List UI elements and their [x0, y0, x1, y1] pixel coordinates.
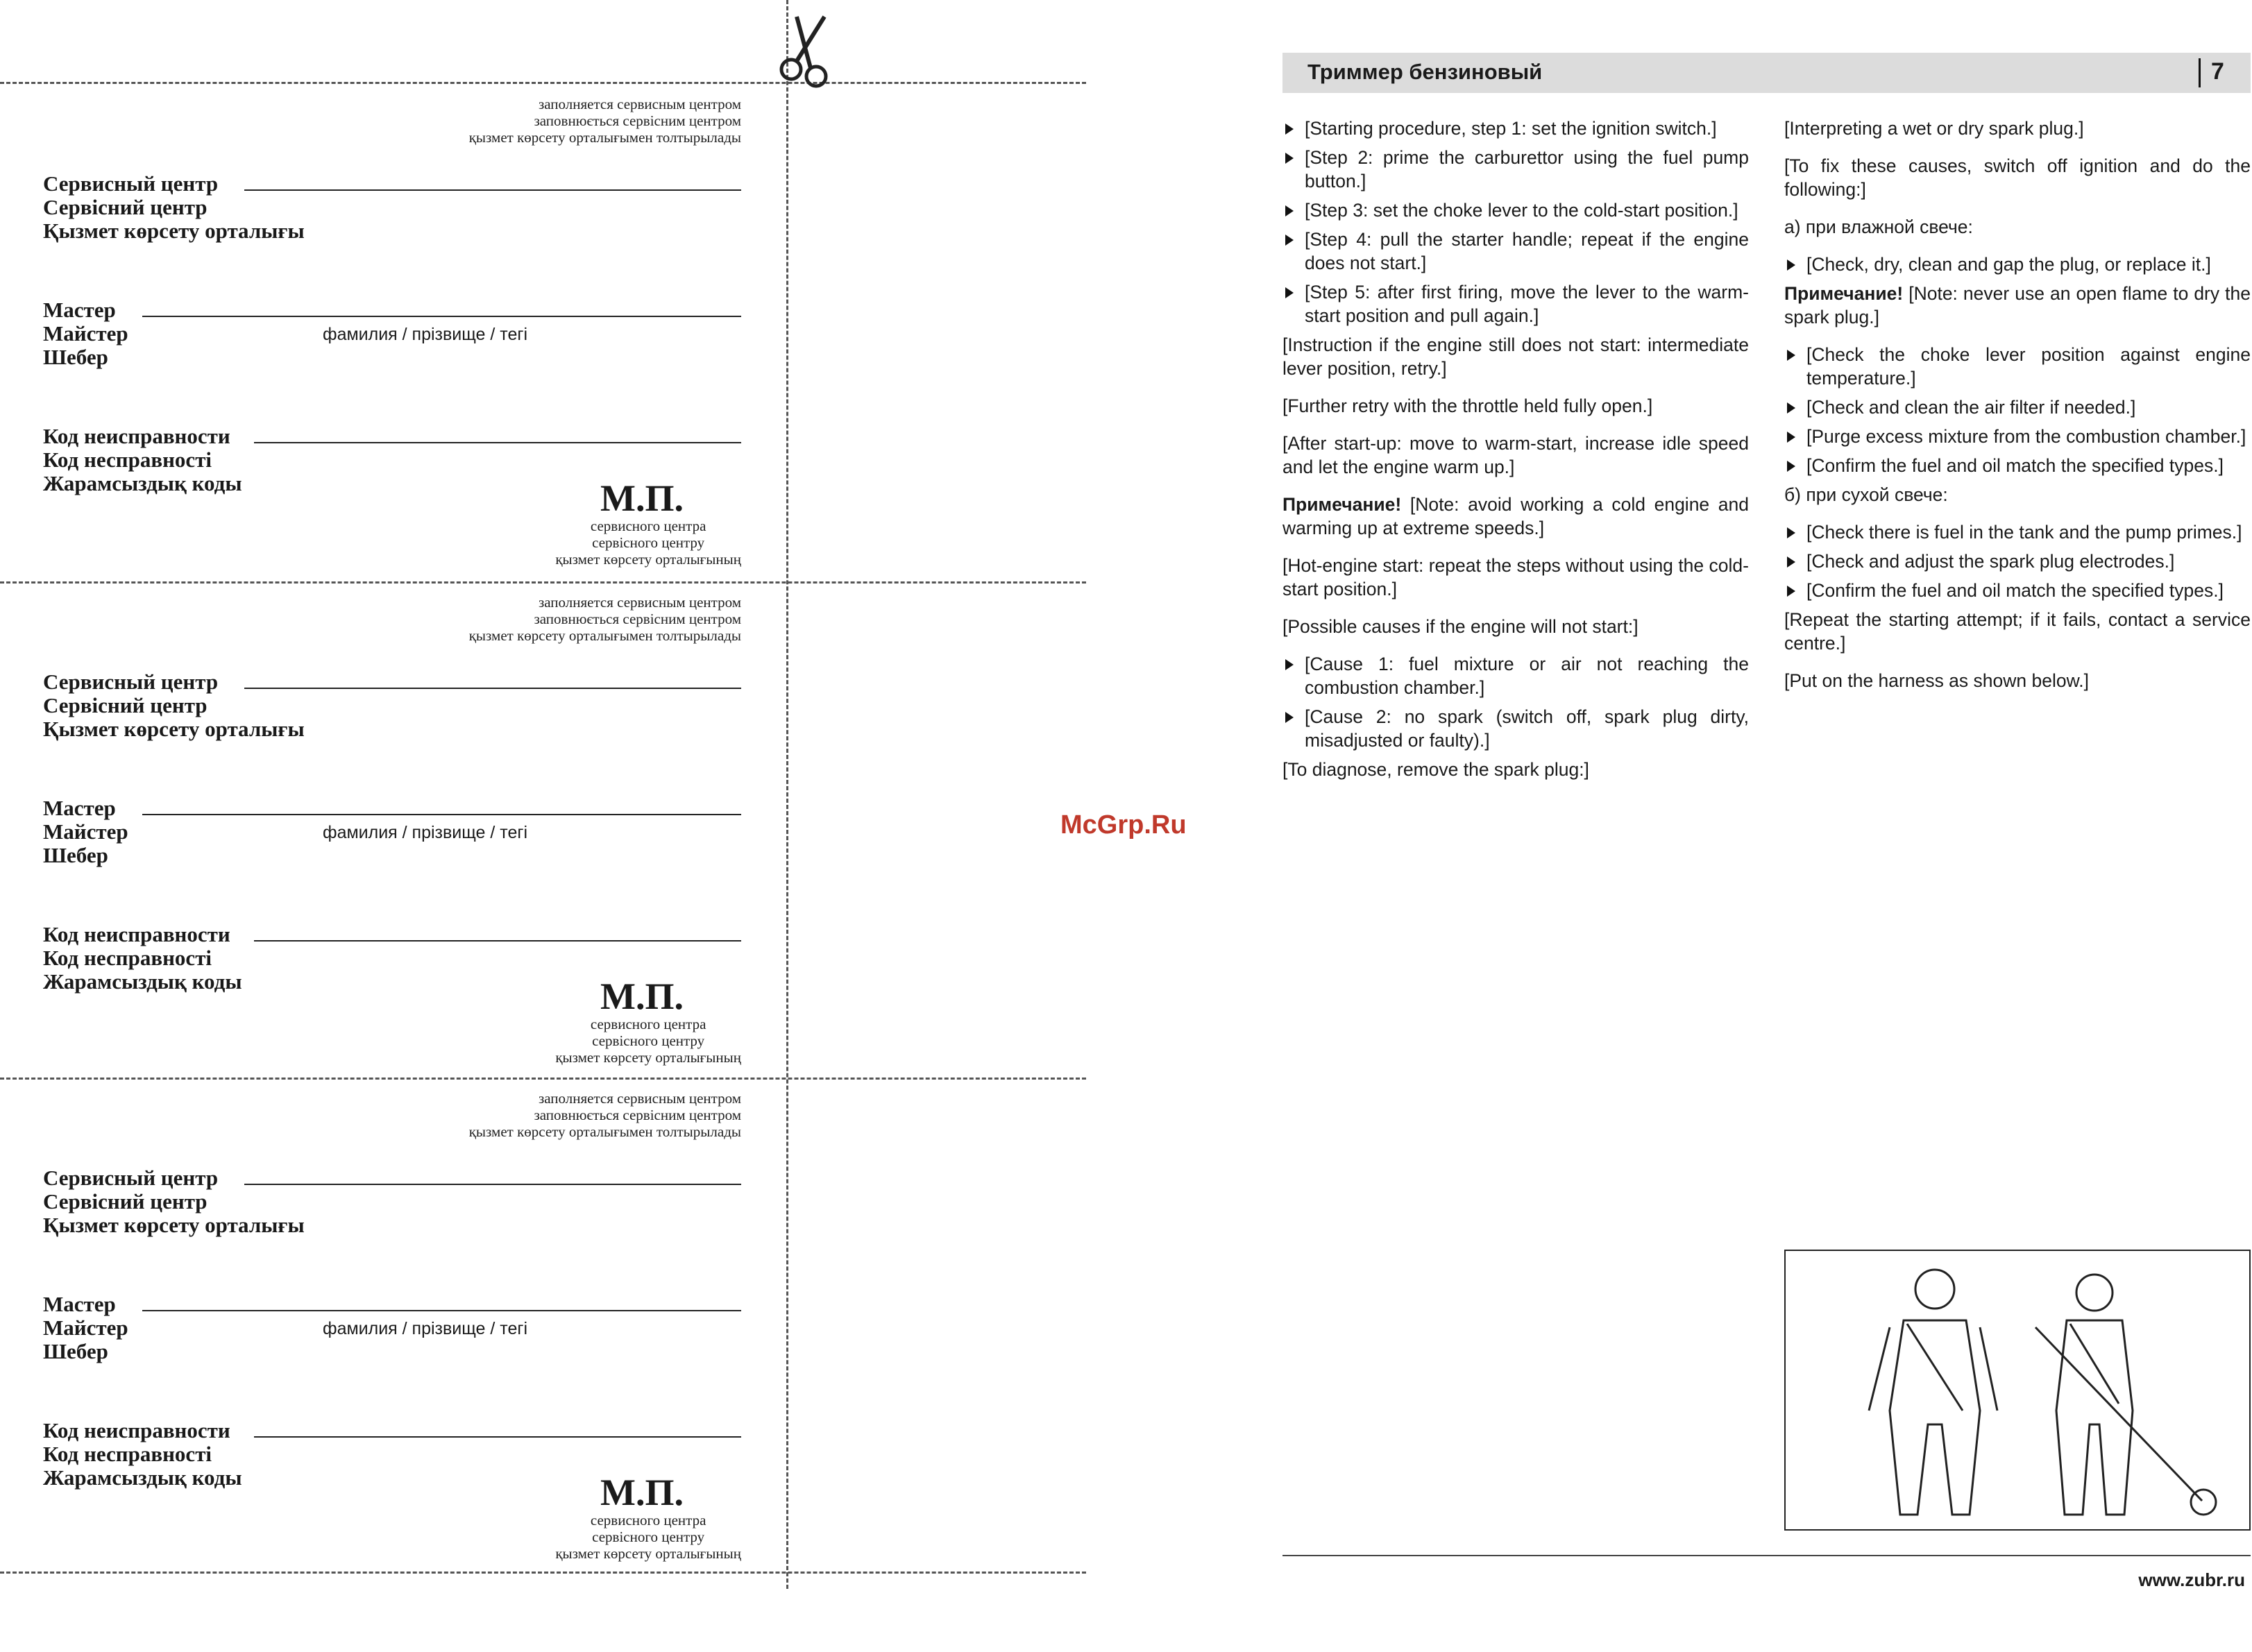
list-item: [Confirm the fuel and oil match the specified types.] [1784, 579, 2251, 602]
note-text: [Note: avoid working a cold engine and warming up at extreme speeds.] [1282, 494, 1749, 538]
list-item: [Check the choke lever position against engine temperature.] [1784, 343, 2251, 390]
master-label: Мастер Майстер Шебер [43, 1292, 128, 1363]
paragraph: [Hot-engine start: repeat the steps without using the cold-start position.] [1282, 555, 1749, 599]
fault-code-label: Код неисправности Код несправності Жарамсыздық коды [43, 922, 242, 994]
filled-by-note: заполняется сервисным центром заповнюється сервісним центром қызмет көрсету орталығымен толтырылады [468, 1090, 741, 1140]
list-item: [Confirm the fuel and oil match the specified types.] [1784, 454, 2251, 477]
wet-plug-steps [1784, 253, 2251, 276]
service-center-label: Сервисный центр Сервісний центр Қызмет көрсету орталығы [43, 171, 305, 243]
page-number: 7 [2211, 58, 2224, 85]
service-center-field[interactable] [244, 189, 741, 191]
stamp-title: М.П. [600, 1472, 684, 1513]
filled-by-note: заполняется сервисным центром заповнюється сервісним центром қызмет көрсету орталығымен толтырылады [468, 96, 741, 146]
list-item: [Step 5: after first firing, move the lever to the warm-start position and pull again.] [1282, 280, 1749, 327]
paragraph: [To fix these causes, switch off ignition and do the following:] [1784, 155, 2251, 200]
wet-plug-steps-2 [1784, 343, 2251, 477]
instructions-page [1282, 53, 2251, 1607]
fault-code-field[interactable] [254, 442, 741, 443]
stamp-title: М.П. [600, 477, 684, 519]
warranty-coupon [0, 1078, 750, 1574]
dry-plug-heading: б) при сухой свече: [1784, 484, 1948, 505]
paragraph: [Put on the harness as shown below.] [1784, 670, 2089, 691]
service-center-label: Сервисный центр Сервісний центр Қызмет көрсету орталығы [43, 1166, 305, 1237]
dry-plug-steps [1784, 520, 2251, 602]
list-item: [Step 3: set the choke lever to the cold-start position.] [1282, 198, 1749, 222]
list-item: [Cause 2: no spark (switch off, spark plug dirty, misadjusted or faulty).] [1282, 705, 1749, 752]
master-field[interactable] [142, 316, 741, 317]
list-item: [Check and clean the air filter if needed.] [1784, 395, 2251, 419]
warranty-coupon [0, 83, 750, 579]
stamp-title: М.П. [600, 976, 684, 1017]
list-item: [Check and adjust the spark plug electrodes.] [1784, 550, 2251, 573]
warranty-coupon [0, 581, 750, 1078]
paragraph: [After start-up: move to warm-start, increase idle speed and let the engine warm up.] [1282, 433, 1749, 477]
page-title: Триммер бензиновый [1307, 60, 1543, 84]
list-item: [Purge excess mixture from the combustion chamber.] [1784, 425, 2251, 448]
note-text: [Note: never use an open flame to dry the spark plug.] [1784, 283, 2251, 327]
master-field[interactable] [142, 1310, 741, 1311]
note [1282, 493, 1749, 540]
list-item: [Starting procedure, step 1: set the ignition switch.] [1282, 117, 1749, 140]
paragraph: [Repeat the starting attempt; if it fails, contact a service centre.] [1784, 609, 2251, 654]
name-hint: фамилия / прізвище / тегі [323, 325, 528, 344]
service-center-field[interactable] [244, 688, 741, 689]
wet-plug-heading: а) при влажной свече: [1784, 216, 1973, 237]
fault-code-field[interactable] [254, 940, 741, 942]
paragraph: [Interpreting a wet or dry spark plug.] [1784, 118, 2084, 139]
fault-code-label: Код неисправности Код несправності Жарамсыздық коды [43, 424, 242, 495]
service-center-label: Сервисный центр Сервісний центр Қызмет көрсету орталығы [43, 670, 305, 741]
service-center-field[interactable] [244, 1184, 741, 1185]
stamp-caption: сервисного центра сервісного центру қызмет көрсету орталығының [555, 1016, 741, 1066]
page-header [1282, 53, 2251, 93]
right-column [1784, 117, 2251, 706]
harness-illustration [1784, 1250, 2251, 1531]
name-hint: фамилия / прізвище / тегі [323, 1319, 528, 1338]
list-item: [Check there is fuel in the tank and the pump primes.] [1784, 520, 2251, 544]
paragraph: [Instruction if the engine still does not start: intermediate lever position, retry.] [1282, 334, 1749, 379]
footer-divider [1282, 1555, 2251, 1556]
filled-by-note: заполняется сервисным центром заповнюється сервісним центром қызмет көрсету орталығымен толтырылады [468, 594, 741, 644]
master-label: Мастер Майстер Шебер [43, 298, 128, 369]
vertical-cut-line [786, 0, 788, 1589]
paragraph: [Possible causes if the engine will not start:] [1282, 616, 1639, 637]
stamp-caption: сервисного центра сервісного центру қызмет көрсету орталығының [555, 1512, 741, 1562]
watermark: McGrp.Ru [1060, 810, 1187, 840]
scissors-icon [776, 12, 838, 89]
paragraph: [Further retry with the throttle held fully open.] [1282, 395, 1653, 416]
master-label: Мастер Майстер Шебер [43, 796, 128, 867]
list-item: [Cause 1: fuel mixture or air not reaching the combustion chamber.] [1282, 652, 1749, 699]
header-divider [2199, 58, 2201, 87]
note [1784, 282, 2251, 329]
master-field[interactable] [142, 814, 741, 815]
note-label: Примечание! [1282, 494, 1402, 515]
list-item: [Step 4: pull the starter handle; repeat if the engine does not start.] [1282, 228, 1749, 275]
start-steps [1282, 117, 1749, 327]
stamp-caption: сервисного центра сервісного центру қызмет көрсету орталығының [555, 518, 741, 568]
list-item: [Step 2: prime the carburettor using the fuel pump button.] [1282, 146, 1749, 193]
fault-code-label: Код неисправности Код несправності Жарамсыздық коды [43, 1418, 242, 1490]
paragraph: [To diagnose, remove the spark plug:] [1282, 759, 1589, 780]
footer-url[interactable]: www.zubr.ru [2138, 1569, 2245, 1590]
fault-code-field[interactable] [254, 1436, 741, 1438]
left-column [1282, 117, 1749, 795]
causes-list [1282, 652, 1749, 752]
note-label: Примечание! [1784, 283, 1904, 304]
worker-figure-icon [1786, 1251, 2249, 1529]
list-item: [Check, dry, clean and gap the plug, or replace it.] [1784, 253, 2251, 276]
name-hint: фамилия / прізвище / тегі [323, 823, 528, 842]
